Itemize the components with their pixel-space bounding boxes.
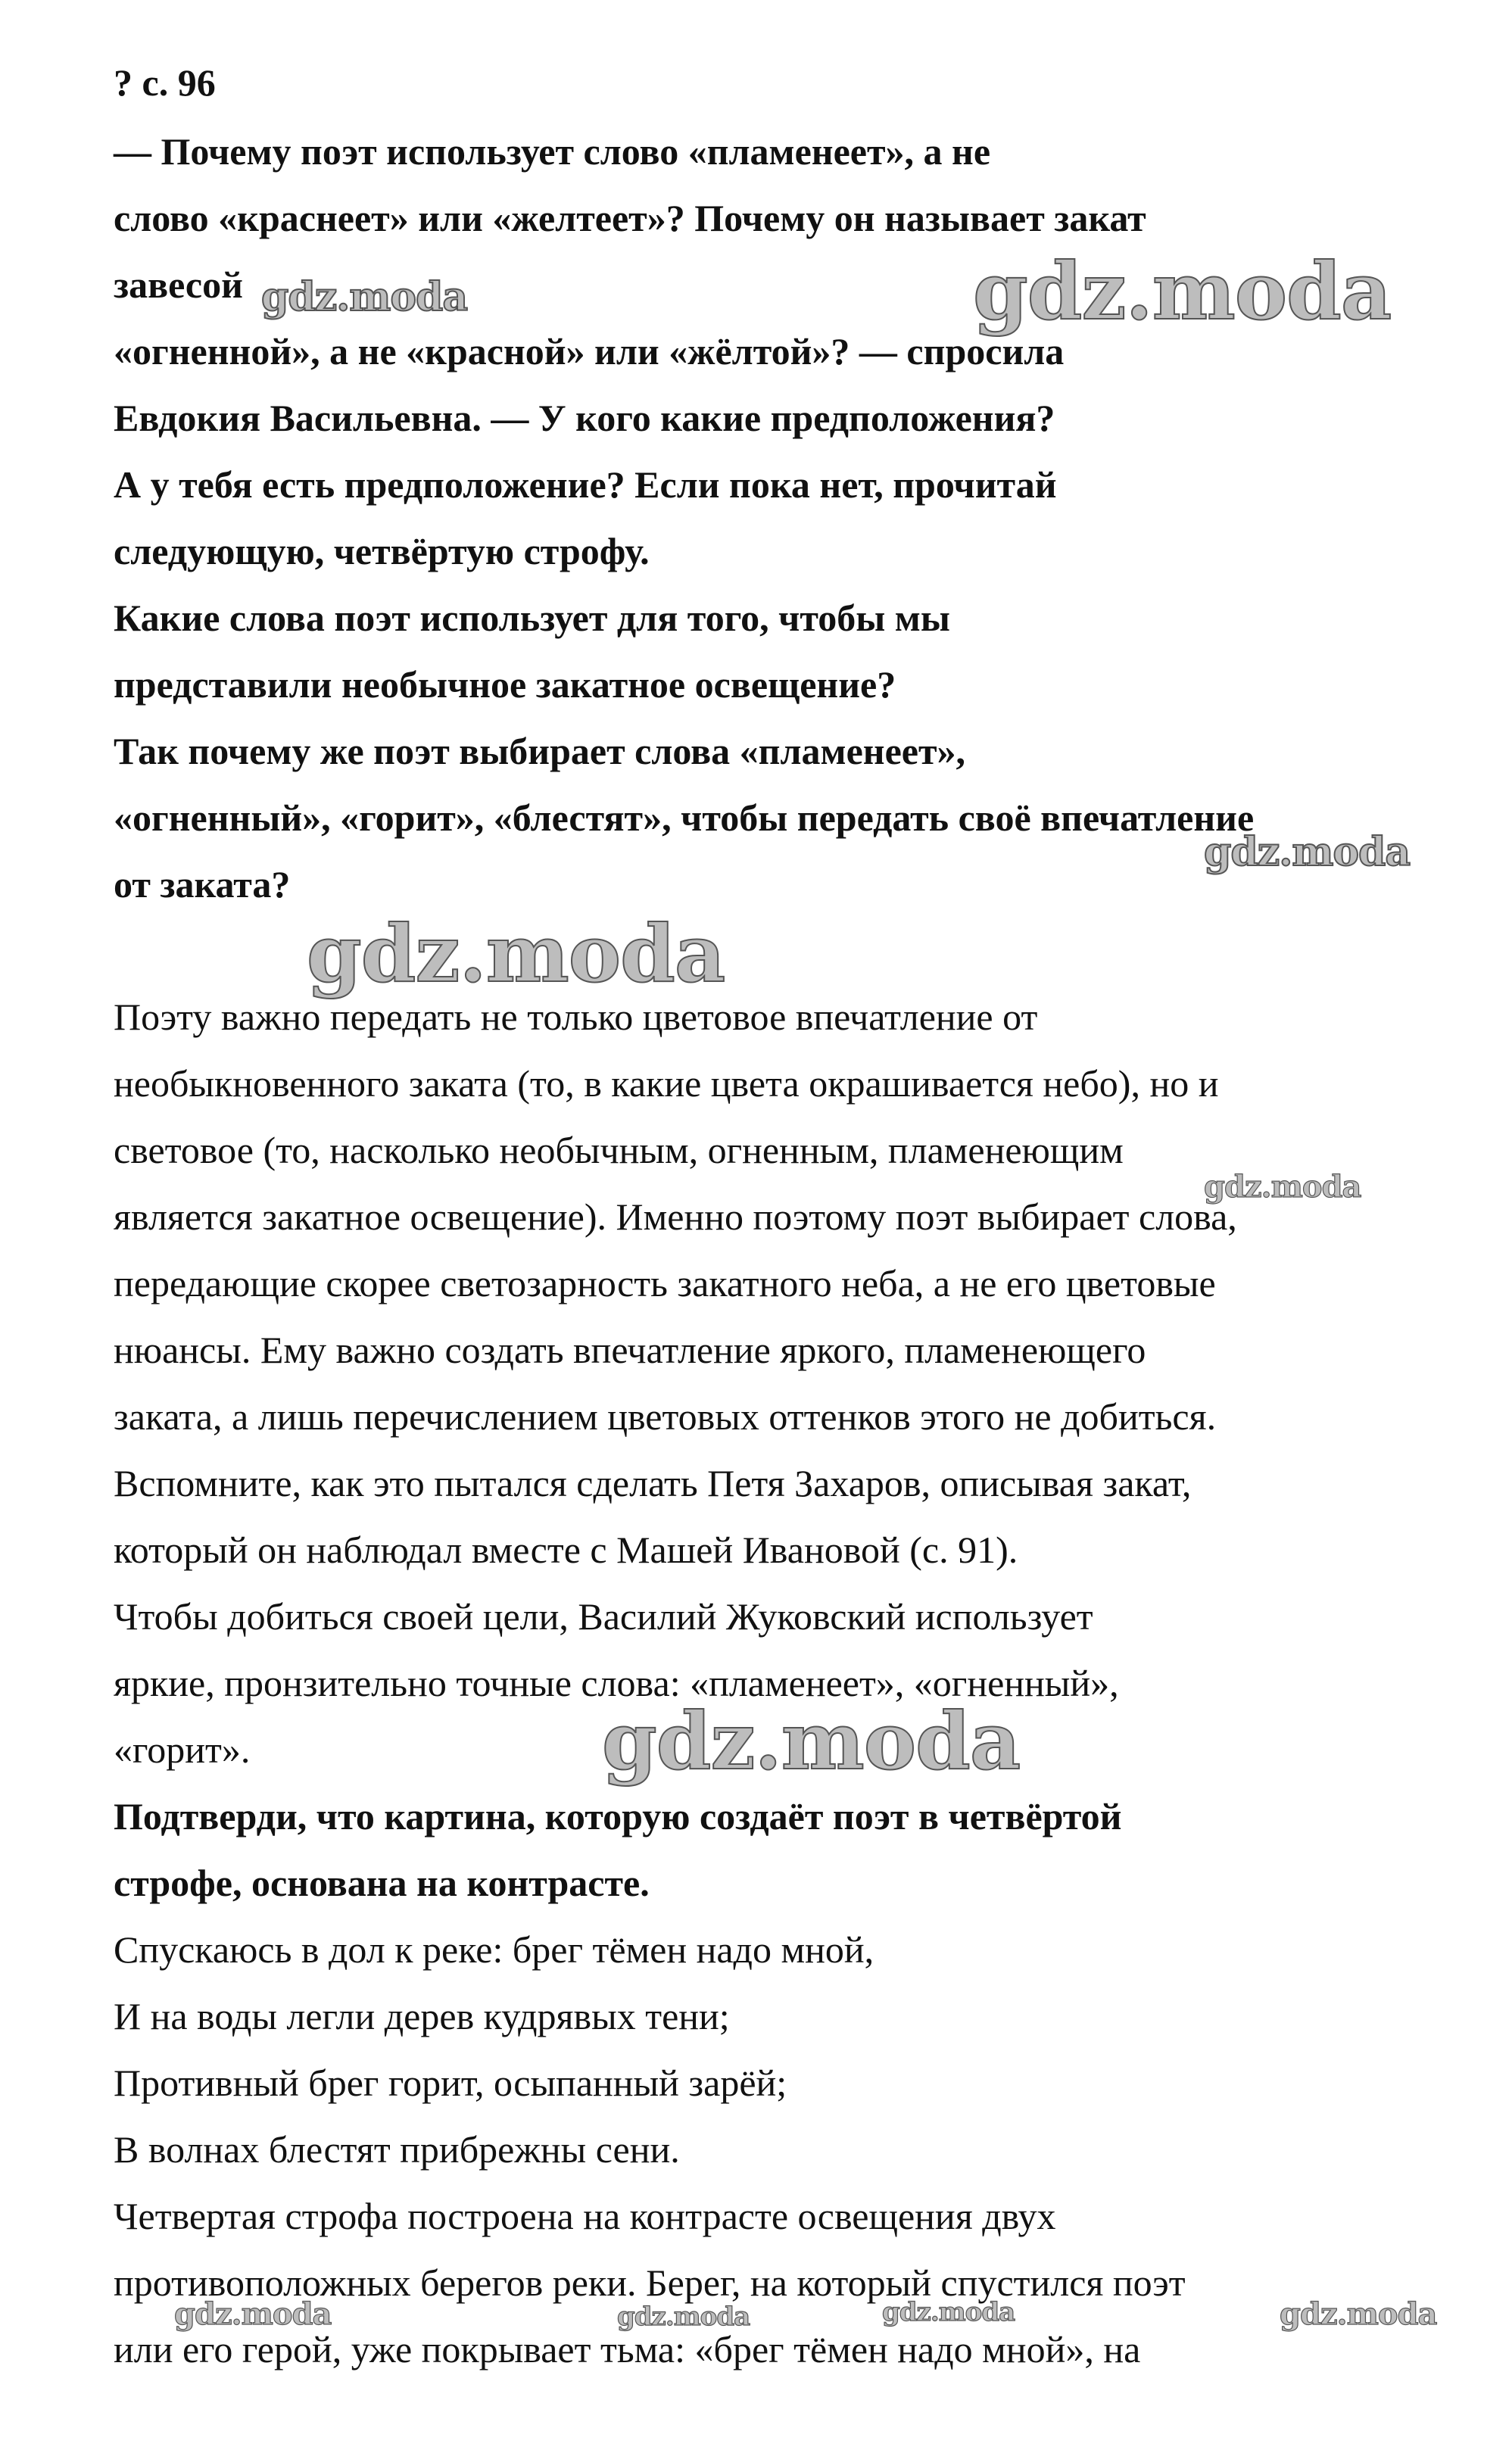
watermark: gdz.moda: [973, 245, 1392, 338]
question-line: Так почему же поэт выбирает слова «пламенеет»,: [114, 730, 966, 772]
watermark: gdz.moda: [261, 274, 468, 320]
question-line: Какие слова поэт использует для того, чтобы мы: [114, 597, 950, 639]
question-line: представили необычное закатное освещение?: [114, 663, 896, 706]
question-line: завесой: [114, 263, 243, 306]
answer-line: заката, а лишь перечислением цветовых оттенков этого не добиться.: [114, 1395, 1217, 1438]
watermark: gdz.moda: [1204, 829, 1411, 875]
answer-line: Вспомните, как это пытался сделать Петя Захаров, описывая закат,: [114, 1462, 1192, 1504]
question-line: «огненной», а не «красной» или «жёлтой»? — спросила: [114, 330, 1065, 372]
answer-line: необыкновенного заката (то, в какие цвета окрашивается небо), но и: [114, 1062, 1219, 1105]
question-line: от заката?: [114, 863, 291, 906]
watermark: gdz.moda: [174, 2296, 332, 2332]
page-reference: ? с. 96: [114, 61, 216, 104]
question-line: следующую, четвёртую строфу.: [114, 530, 650, 572]
answer-line: передающие скорее светозарность закатного неба, а не его цветовые: [114, 1262, 1216, 1304]
answer-line: является закатное освещение). Именно поэтому поэт выбирает слова,: [114, 1195, 1237, 1238]
poem-line: В волнах блестят прибрежны сени.: [114, 2128, 680, 2171]
question-line: «огненный», «горит», «блестят», чтобы передать своё впечатление: [114, 796, 1255, 839]
answer-line: световое (то, насколько необычным, огненным, пламенеющим: [114, 1129, 1124, 1171]
answer-line: противоположных берегов реки. Берег, на который спустился поэт: [114, 2261, 1186, 2304]
watermark: gdz.moda: [882, 2297, 1015, 2327]
answer-line: нюансы. Ему важно создать впечатление яркого, пламенеющего: [114, 1329, 1146, 1371]
answer-line: «горит».: [114, 1728, 251, 1771]
question-line: А у тебя есть предположение? Если пока нет, прочитай: [114, 463, 1057, 506]
watermark: gdz.moda: [602, 1694, 1021, 1788]
question-line: Подтверди, что картина, которую создаёт поэт в четвёртой: [114, 1795, 1122, 1838]
answer-line: Четвертая строфа построена на контрасте освещения двух: [114, 2195, 1056, 2237]
answer-line: Чтобы добиться своей цели, Василий Жуковский использует: [114, 1595, 1093, 1638]
answer-line: который он наблюдал вместе с Машей Ивановой (с. 91).: [114, 1529, 1018, 1571]
answer-line: Поэту важно передать не только цветовое впечатление от: [114, 996, 1038, 1038]
poem-line: Спускаюсь в дол к реке: брег тёмен надо мной,: [114, 1928, 874, 1971]
question-line: Евдокия Васильевна. — У кого какие предположения?: [114, 397, 1055, 439]
question-line: слово «краснеет» или «желтеет»? Почему он называет закат: [114, 197, 1146, 239]
answer-line: или его герой, уже покрывает тьма: «брег тёмен надо мной», на: [114, 2328, 1141, 2371]
poem-line: Противный брег горит, осыпанный зарёй;: [114, 2062, 787, 2104]
poem-line: И на воды легли дерев кудрявых тени;: [114, 1995, 730, 2037]
watermark: gdz.moda: [617, 2302, 750, 2332]
watermark: gdz.moda: [307, 907, 725, 1000]
question-line: — Почему поэт использует слово «пламенеет», а не: [114, 130, 991, 173]
answer-line: яркие, пронзительно точные слова: «пламенеет», «огненный»,: [114, 1662, 1119, 1704]
watermark: gdz.moda: [1204, 1169, 1361, 1205]
question-line: строфе, основана на контрасте.: [114, 1862, 650, 1904]
watermark: gdz.moda: [1280, 2296, 1437, 2332]
